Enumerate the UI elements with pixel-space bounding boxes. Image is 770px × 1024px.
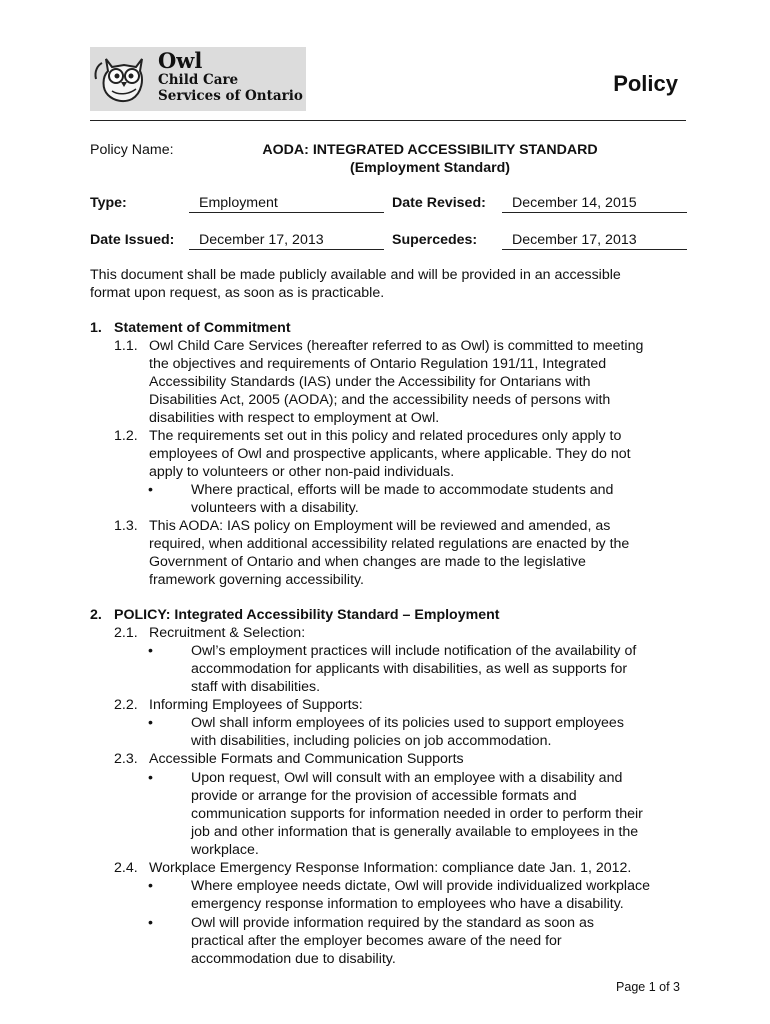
section-2-number: 2.	[90, 607, 102, 623]
logo-name: Owl	[158, 48, 203, 73]
supercedes-value: December 17, 2013	[502, 231, 687, 250]
clause-2-3-bullet-line: communication supports for information needed in order to perform their	[191, 806, 643, 822]
intro-line: This document shall be made publicly available and will be provided in an accessible	[90, 267, 621, 283]
clause-1-1-line: Owl Child Care Services (hereafter referred to as Owl) is committed to meeting	[149, 338, 644, 354]
policy-name-line-2: (Employment Standard)	[349, 160, 511, 176]
date-issued-value: December 17, 2013	[189, 231, 384, 250]
clause-1-3-line: Government of Ontario and when changes are made to the legislative	[149, 554, 586, 570]
date-revised-value: December 14, 2015	[502, 194, 687, 213]
date-revised-label: Date Revised:	[392, 195, 486, 211]
clause-2-1-title: Recruitment & Selection:	[149, 625, 306, 641]
clause-2-4-number: 2.4.	[114, 860, 138, 876]
clause-2-4-bullet-2-line: accommodation due to disability.	[191, 951, 396, 967]
clause-2-3-number: 2.3.	[114, 751, 138, 767]
clause-2-4-bullet-1-line: emergency response information to employees who have a disability.	[191, 896, 624, 912]
date-issued-label: Date Issued:	[90, 232, 175, 248]
bullet: •	[148, 878, 153, 894]
bullet: •	[148, 643, 153, 659]
clause-2-3-bullet-line: job and other information that is generally available to employees in the	[191, 824, 639, 840]
clause-2-1-bullet-line: Owl’s employment practices will include notification of the availability of	[191, 643, 637, 659]
logo-subtitle-1: Child Care	[158, 72, 239, 88]
clause-2-2-number: 2.2.	[114, 697, 138, 713]
clause-1-3-line: framework governing accessibility.	[149, 572, 364, 588]
organization-logo	[90, 47, 306, 111]
clause-2-1-bullet-line: accommodation for applicants with disabilities, as well as supports for	[191, 661, 628, 677]
clause-1-1-number: 1.1.	[114, 338, 138, 354]
clause-1-2-number: 1.2.	[114, 428, 138, 444]
bullet: •	[148, 770, 153, 786]
clause-1-1-line: disabilities with respect to employment at Owl.	[149, 410, 440, 426]
owl-icon	[92, 49, 156, 109]
clause-1-2-bullet-line: volunteers with a disability.	[191, 500, 359, 516]
section-1-title: Statement of Commitment	[114, 320, 291, 336]
clause-2-2-bullet-line: Owl shall inform employees of its policies used to support employees	[191, 715, 624, 731]
clause-2-1-number: 2.1.	[114, 625, 138, 641]
clause-1-2-line: apply to volunteers or other non-paid individuals.	[149, 464, 455, 480]
intro-line: format upon request, as soon as is practicable.	[90, 285, 385, 301]
clause-2-2-bullet-line: with disabilities, including policies on job accommodation.	[191, 733, 552, 749]
clause-1-1-line: the objectives and requirements of Ontario Regulation 191/11, Integrated	[149, 356, 607, 372]
clause-1-2-line: The requirements set out in this policy and related procedures only apply to	[149, 428, 622, 444]
clause-2-3-bullet-line: provide or arrange for the provision of accessible formats and	[191, 788, 577, 804]
type-value: Employment	[189, 194, 384, 213]
type-label: Type:	[90, 195, 127, 211]
section-2-title: POLICY: Integrated Accessibility Standard – Employment	[114, 607, 500, 623]
clause-2-1-bullet-line: staff with disabilities.	[191, 679, 321, 695]
supercedes-label: Supercedes:	[392, 232, 478, 248]
policy-name-label: Policy Name:	[90, 142, 174, 158]
section-1-number: 1.	[90, 320, 102, 336]
clause-2-4-bullet-2-line: Owl will provide information required by the standard as soon as	[191, 915, 594, 931]
clause-2-3-bullet-line: workplace.	[191, 842, 259, 858]
page-number: Page 1 of 3	[616, 980, 680, 994]
clause-1-2-line: employees of Owl and prospective applicants, where applicable. They do not	[149, 446, 631, 462]
document-type-title: Policy	[613, 71, 678, 96]
clause-1-1-line: Accessibility Standards (IAS) under the Accessibility for Ontarians with	[149, 374, 591, 390]
bullet: •	[148, 915, 153, 931]
bullet: •	[148, 482, 153, 498]
clause-2-2-title: Informing Employees of Supports:	[149, 697, 363, 713]
clause-2-4-bullet-1-line: Where employee needs dictate, Owl will provide individualized workplace	[191, 878, 650, 894]
bullet: •	[148, 715, 153, 731]
clause-1-3-number: 1.3.	[114, 518, 138, 534]
clause-1-3-line: This AODA: IAS policy on Employment will be reviewed and amended, as	[149, 518, 611, 534]
clause-2-4-bullet-2-line: practical after the employer becomes aware of the need for	[191, 933, 562, 949]
clause-2-4-title: Workplace Emergency Response Information: compliance date Jan. 1, 2012.	[149, 860, 632, 876]
logo-subtitle-2: Services of Ontario	[158, 88, 303, 104]
header-divider	[90, 120, 686, 121]
clause-2-3-bullet-line: Upon request, Owl will consult with an employee with a disability and	[191, 770, 623, 786]
clause-1-1-line: Disabilities Act, 2005 (AODA); and the accessibility needs of persons with	[149, 392, 611, 408]
clause-2-3-title: Accessible Formats and Communication Supports	[149, 751, 464, 767]
clause-1-3-line: required, when additional accessibility related regulations are enacted by the	[149, 536, 630, 552]
clause-1-2-bullet-line: Where practical, efforts will be made to accommodate students and	[191, 482, 614, 498]
policy-name-line-1: AODA: INTEGRATED ACCESSIBILITY STANDARD	[262, 142, 598, 158]
